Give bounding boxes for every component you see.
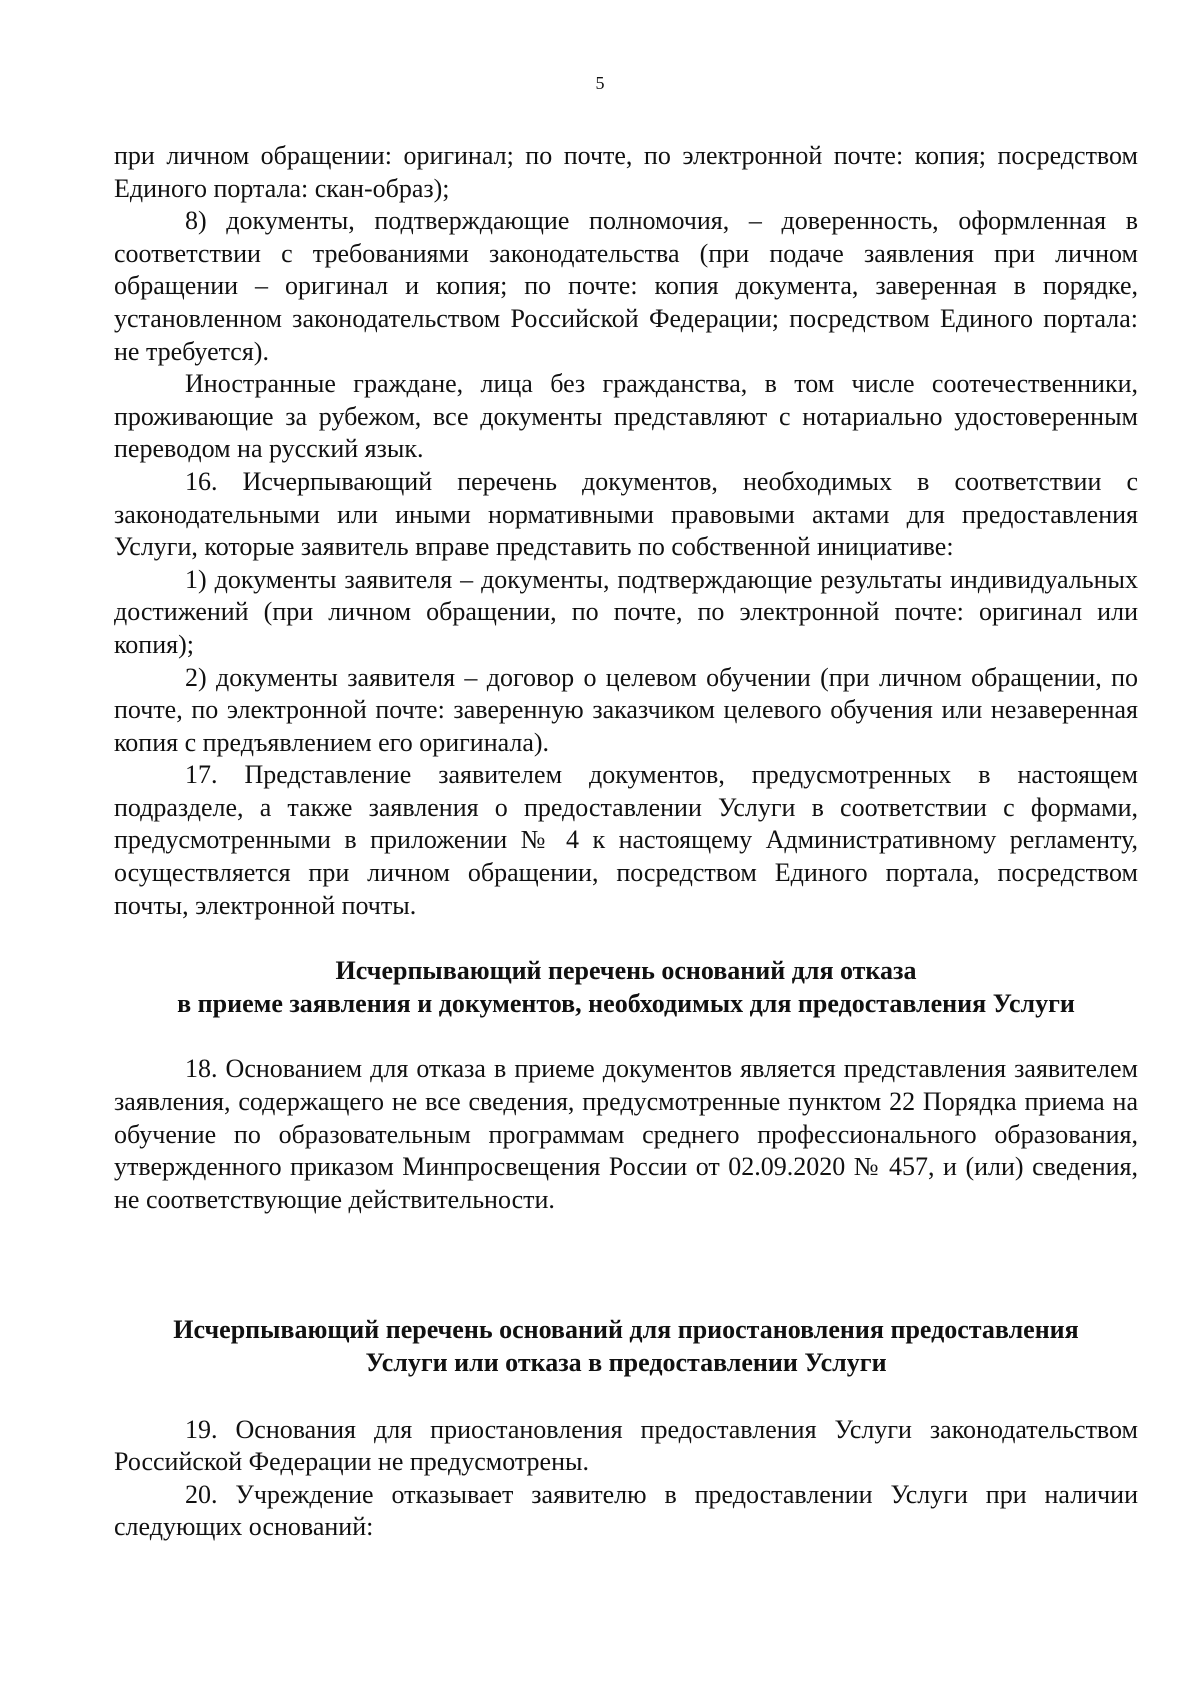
paragraph-16-item-2: 2) документы заявителя – договор о целевом обучении (при личном обращении, по почте, по электронной почте: заверенную заказчиком целевого обучения или незаверенная копия с предъявлением его оригинала). bbox=[114, 662, 1138, 757]
paragraph-19: 19. Основания для приостановления предоставления Услуги законодательством Российской Федерации не предусмотрены. bbox=[114, 1414, 1138, 1477]
paragraph-continuation: при личном обращении: оригинал; по почте, по электронной почте: копия; посредством Единого портала: скан-образ); bbox=[114, 141, 1138, 203]
paragraph-17: 17. Представление заявителем документов, предусмотренных в настоящем подразделе, а также заявления о предоставлении Услуги в соответствии с формами, предусмотренными в приложении № 4 к настоящему Административному регламенту, осуществляется при личном обращении, посредством Единого портала, посредством почты, электронной почты. bbox=[114, 760, 1138, 920]
section-heading-refusal-reception bbox=[114, 955, 1138, 1020]
document-body bbox=[114, 140, 1138, 1544]
heading-line: Исчерпывающий перечень оснований для отказа bbox=[335, 956, 917, 986]
paragraph-foreign-citizens: Иностранные граждане, лица без гражданства, в том числе соотечественники, проживающие за рубежом, все документы представляют с нотариально удостоверенным переводом на русский язык. bbox=[114, 369, 1138, 464]
heading-line: в приеме заявления и документов, необходимых для предоставления Услуги bbox=[177, 988, 1075, 1018]
paragraph-16-item-1: 1) документы заявителя – документы, подтверждающие результаты индивидуальных достижений (при личном обращении, по почте, по электронной почте: оригинал или копия); bbox=[114, 564, 1138, 659]
paragraph-18: 18. Основанием для отказа в приеме документов является представления заявителем заявления, содержащего не все сведения, предусмотренные пунктом 22 Порядка приема на обучение по образовательным программам среднего профессионального образования, утвержденного приказом Минпросвещения России от 02.09.2020 № 457, и (или) сведения, не соответствующие действительности. bbox=[114, 1054, 1138, 1214]
heading-line: Услуги или отказа в предоставлении Услуги bbox=[365, 1348, 887, 1377]
section-heading-suspension-refusal bbox=[114, 1314, 1138, 1379]
paragraph-16: 16. Исчерпывающий перечень документов, необходимых в соответствии с законодательными или иными нормативными правовыми актами для предоставления Услуги, которые заявитель вправе представить по собственной инициативе: bbox=[114, 466, 1138, 562]
paragraph-item-8: 8) документы, подтверждающие полномочия, – доверенность, оформленная в соответствии с требованиями законодательства (при подаче заявления при личном обращении – оригинал и копия; по почте: копия документа, заверенная в порядке, установленном законодательством Российской Федерации; посредством Единого портала: не требуется). bbox=[114, 206, 1138, 366]
paragraph-20: 20. Учреждение отказывает заявителю в предоставлении Услуги при наличии следующих оснований: bbox=[114, 1479, 1138, 1542]
heading-line: Исчерпывающий перечень оснований для приостановления предоставления bbox=[173, 1315, 1079, 1345]
page-number: 5 bbox=[595, 73, 605, 93]
